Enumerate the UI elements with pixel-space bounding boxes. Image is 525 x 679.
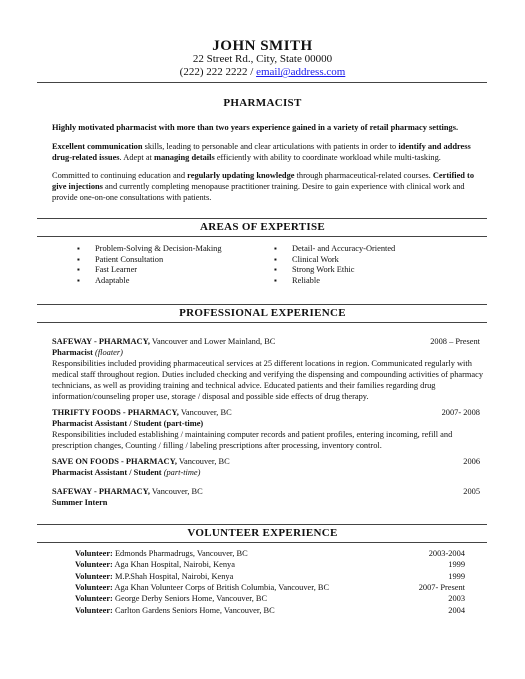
expertise-list-right xyxy=(274,244,454,286)
job-company: SAFEWAY - PHARMACY, xyxy=(52,487,150,496)
job-role: Summer Intern xyxy=(52,498,108,507)
job-entry-header xyxy=(52,457,480,466)
expertise-divider-top xyxy=(37,218,487,219)
volunteer-divider-bottom xyxy=(37,542,487,543)
job-role: Pharmacist (floater) xyxy=(52,348,123,357)
volunteer-row xyxy=(75,560,465,570)
volunteer-row xyxy=(75,594,465,604)
expertise-item: ▪ Fast Learner xyxy=(77,265,257,276)
volunteer-place: George Derby Seniors Home, Vancouver, BC xyxy=(112,594,268,604)
job-company: SAVE ON FOODS - PHARMACY, xyxy=(52,457,177,466)
volunteer-label: Volunteer: xyxy=(75,605,113,615)
volunteer-years: 1999 xyxy=(448,560,465,570)
job-entry-header xyxy=(52,408,480,417)
expertise-item: ▪ Detail- and Accuracy-Oriented xyxy=(274,244,454,255)
volunteer-years: 2003-2004 xyxy=(428,549,465,558)
volunteer-divider-top xyxy=(37,524,487,525)
expertise-divider-bottom xyxy=(37,236,487,237)
phone-text: (222) 222 2222 / xyxy=(179,66,257,78)
job-title: PHARMACIST xyxy=(223,97,302,109)
job-role: Pharmacist Assistant / Student (part-time) xyxy=(52,468,201,477)
expertise-item: ▪ Adaptable xyxy=(77,276,257,287)
job-company: THRIFTY FOODS - PHARMACY, xyxy=(52,408,179,417)
experience-divider-bottom xyxy=(37,322,487,323)
expertise-item: ▪ Problem-Solving & Decision-Making xyxy=(77,244,257,255)
volunteer-row xyxy=(75,549,465,559)
expertise-item: ▪ Patient Consultation xyxy=(77,255,257,266)
volunteer-row xyxy=(75,583,465,593)
job-entry-header xyxy=(52,487,480,496)
job-years: 2008 – Present xyxy=(430,337,480,346)
job-role: Pharmacist Assistant / Student (part-time) xyxy=(52,419,204,428)
resume-name: JOHN SMITH xyxy=(212,38,313,54)
volunteer-place: Carlton Gardens Seniors Home, Vancouver, BC xyxy=(112,605,275,615)
job-entry-header xyxy=(52,337,480,346)
job-description: Responsibilities included establishing / maintaining computer records and patient profiles, entering incoming, refill and prescription changes, Counting / filling / labeling prescriptions after processing, inventory control. xyxy=(52,430,453,450)
job-location: Vancouver and Lower Mainland, BC xyxy=(149,337,276,346)
volunteer-label: Volunteer: xyxy=(75,560,113,570)
volunteer-years: 2007- Present xyxy=(418,582,465,592)
job-location: Vancouver, BC xyxy=(178,408,232,417)
expertise-item: ▪ Reliable xyxy=(274,276,454,287)
summary-paragraph-1: Highly motivated pharmacist with more than two years experience gained in a variety of retail pharmacy settings. xyxy=(52,123,459,132)
contact-line xyxy=(0,66,525,78)
volunteer-label: Volunteer: xyxy=(75,582,113,592)
expertise-item: ▪ Strong Work Ethic xyxy=(274,265,454,276)
volunteer-years: 2003 xyxy=(448,594,465,604)
experience-heading: PROFESSIONAL EXPERIENCE xyxy=(179,307,346,319)
volunteer-heading: VOLUNTEER EXPERIENCE xyxy=(187,527,338,539)
volunteer-years: 2004 xyxy=(448,605,465,615)
volunteer-place: M.P.Shah Hospital, Nairobi, Kenya xyxy=(112,571,234,581)
expertise-item: ▪ Clinical Work xyxy=(274,255,454,266)
volunteer-label: Volunteer: xyxy=(75,549,113,558)
email-link[interactable]: email@address.com xyxy=(256,66,346,78)
volunteer-years: 1999 xyxy=(448,571,465,581)
volunteer-row xyxy=(75,572,465,582)
header-divider xyxy=(37,82,487,83)
expertise-heading: AREAS OF EXPERTISE xyxy=(199,221,326,233)
volunteer-label: Volunteer: xyxy=(75,571,113,581)
job-description: Responsibilities included providing pharmaceutical services at 25 different locations in region. Communicated regularly with medical staff throughout region. Duties included checking and verifying the dispensing and compounding activities of pharmacy technicians, as well as providing training and technical advice. Educated patients and their families regarding drug information/counseling proper use, storage / disposal and possible side effects of drug therapy. xyxy=(52,359,484,401)
volunteer-place: Aga Khan Hospital, Nairobi, Kenya xyxy=(112,560,235,570)
job-years: 2005 xyxy=(463,487,480,496)
summary-paragraph-2: Excellent communication skills, leading to personable and clear articulations with patients in order to identify and address drug-related issues. Adept at managing details efficiently with ability to coordinate workload while multi-tasking. xyxy=(52,142,471,162)
volunteer-label: Volunteer: xyxy=(75,594,113,604)
job-years: 2007- 2008 xyxy=(441,408,480,417)
summary-paragraph-3: Committed to continuing education and regularly updating knowledge through pharmaceutical-related courses. Certified to give injections and currently completing menopause practitioner training. Desire to gain experience with clinical work and provide one-on-one consultations with patients. xyxy=(52,171,475,202)
job-location: Vancouver, BC xyxy=(176,457,230,466)
address-line: 22 Street Rd., City, State 00000 xyxy=(192,53,333,65)
experience-divider-top xyxy=(37,304,487,305)
job-location: Vancouver, BC xyxy=(149,487,203,496)
volunteer-place: Edmonds Pharmadrugs, Vancouver, BC xyxy=(112,549,248,558)
job-years: 2006 xyxy=(463,457,480,466)
job-company: SAFEWAY - PHARMACY, xyxy=(52,337,150,346)
volunteer-place: Aga Khan Volunteer Corps of British Columbia, Vancouver, BC xyxy=(112,582,330,592)
expertise-list-left xyxy=(77,244,257,286)
volunteer-row xyxy=(75,606,465,616)
